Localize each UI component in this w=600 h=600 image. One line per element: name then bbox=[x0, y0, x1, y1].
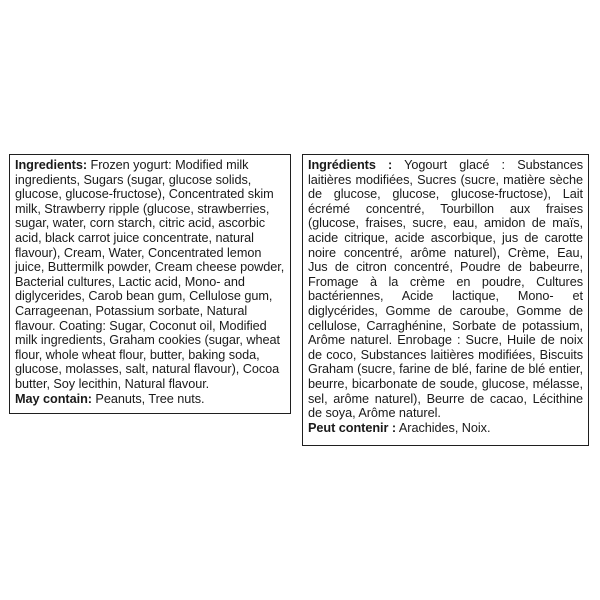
may-contain-body-english: Peanuts, Tree nuts. bbox=[91, 391, 205, 406]
may-contain-heading-english: May contain: bbox=[15, 391, 92, 406]
ingredients-heading-english: Ingredients: bbox=[15, 158, 88, 172]
ingredients-paragraph-french bbox=[308, 158, 583, 421]
ingredients-body-french: Yogourt glacé : Substances laitières modifiées, Sucres (sucre, matière sèche de glucose, glucose, glucose-fructose), Lait écrémé concentré, Tourbillon aux fraises (glucose, fraises, sucre, eau, amidon de maïs, acide citrique, acide ascorbique, jus de carotte noire concentré, arôme naturel), Crème, Eau, Jus de citron concentré, Poudre de babeurre, Fromage à la crème en poudre, Cultures bactériennes, Acide lactique, Mono- et diglycérides, Gomme de caroube, Gomme de cellulose, Carraghénine, Sorbate de potassium, Arôme naturel. Enrobage : Sucre, Huile de noix de coco, Substances laitières modifiées, Biscuits Graham (sucre, farine de blé, farine de blé entier, beurre, bicarbonate de soude, glucose, mélasse, sel, arôme naturel), Beurre de cacao, Lécithine de soya, Arôme naturel. bbox=[308, 158, 584, 421]
ingredients-body-english: Frozen yogurt: Modified milk ingredients, Sugars (sugar, glucose solids, glucose, glucose-fructose), Concentrated skim milk, Strawberry ripple (glucose, strawberries, sugar, water, corn starch, citric acid, ascorbic acid, black carrot juice concentrate, natural flavour), Cream, Water, Concentrated lemon juice, Buttermilk powder, Cream cheese powder, Bacterial cultures, Lactic acid, Mono- and diglycerides, Carob bean gum, Cellulose gum, Carrageenan, Potassium sorbate, Natural flavour. Coating: Sugar, Coconut oil, Modified milk ingredients, Graham cookies (sugar, wheat flour, whole wheat flour, butter, baking soda, glucose, molasses, salt, natural flavour), Cocoa butter, Soy lecithin, Natural flavour. bbox=[15, 158, 285, 391]
ingredients-panel-french bbox=[302, 154, 589, 446]
ingredients-heading-french: Ingrédients : bbox=[308, 158, 393, 172]
may-contain-line-english bbox=[15, 392, 285, 407]
may-contain-line-french bbox=[308, 421, 583, 436]
ingredients-paragraph-english bbox=[15, 158, 285, 392]
ingredients-panel-english bbox=[9, 154, 291, 414]
may-contain-body-french: Arachides, Noix. bbox=[396, 420, 491, 435]
may-contain-heading-french: Peut contenir : bbox=[308, 420, 397, 435]
